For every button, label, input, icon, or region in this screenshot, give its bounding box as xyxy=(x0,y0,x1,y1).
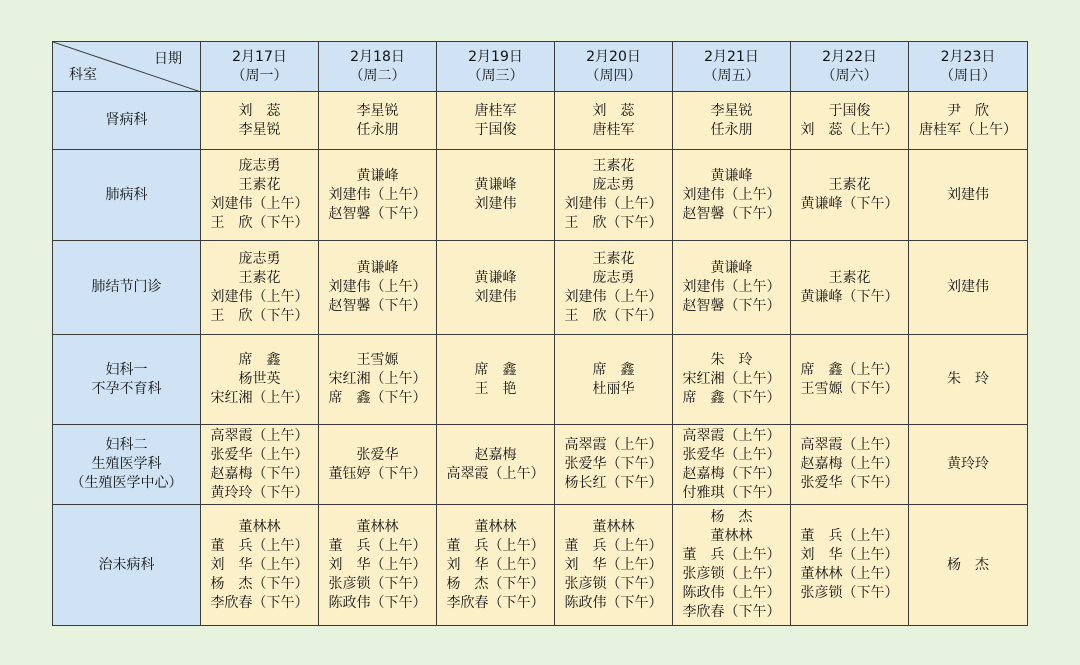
doctor-entry: 刘建伟（上午） xyxy=(210,196,309,212)
doctor-entry: 任永朋 xyxy=(710,121,753,138)
doctor-entry: 朱 玲 xyxy=(710,352,753,368)
doctor-entry: 王素花 xyxy=(592,158,635,174)
doctor-entry: 陈政伟（下午） xyxy=(328,594,427,611)
doctor-entry: 刘建伟 xyxy=(474,288,517,305)
doctor-entry: 刘 蕊（上午） xyxy=(800,121,899,138)
doctor-entry: 张爱华（上午） xyxy=(210,446,309,463)
doctor-entry: 黄谦峰 xyxy=(474,269,517,286)
doctor-entry: 董林林 xyxy=(592,518,635,535)
doctor-entry: 赵智馨（下午） xyxy=(682,298,781,314)
doctor-entry: 董林林 xyxy=(238,518,281,535)
day-header xyxy=(555,42,673,92)
doctor-entry: 黄谦峰 xyxy=(710,260,753,276)
duty-cell xyxy=(909,335,1028,425)
doctor-entry: 赵嘉梅（下午） xyxy=(210,465,309,482)
doctor-entry: 董林林 xyxy=(474,518,517,535)
doctor-entry: 刘 华（上午） xyxy=(800,547,899,563)
doctor-entry: 庞志勇 xyxy=(592,269,635,286)
doctor-entry: 宋红湘（上午） xyxy=(328,371,427,387)
doctor-entry: 刘 蕊 xyxy=(238,102,281,119)
doctor-entry: 王 欣（下午） xyxy=(564,307,663,324)
doctor-entry: 刘 蕊 xyxy=(592,102,635,119)
doctor-entry: 刘建伟 xyxy=(947,186,989,203)
duty-cell xyxy=(673,425,791,505)
day-date: 2月20日 xyxy=(586,48,641,65)
doctor-entry: 杨长红（下午） xyxy=(564,475,663,491)
dept-name: 肺病科 xyxy=(105,186,148,203)
duty-cell xyxy=(673,92,791,150)
doctor-entry: 王 欣（下午） xyxy=(564,215,663,231)
doctor-entry: 刘建伟（上午） xyxy=(564,196,663,212)
day-date: 2月18日 xyxy=(350,48,405,65)
doctor-entry: 王素花 xyxy=(592,250,635,267)
dept-name: 肾病科 xyxy=(105,112,148,128)
dept-name: 妇科二 xyxy=(105,437,148,453)
doctor-entry: 张爱华（下午） xyxy=(800,475,899,491)
dept-cell xyxy=(53,150,201,241)
doctor-entry: 高翠霞（上午） xyxy=(446,465,545,482)
doctor-entry: 赵智馨（下午） xyxy=(328,205,427,222)
day-weekday: （周六） xyxy=(821,67,878,84)
duty-cell xyxy=(555,150,673,241)
doctor-entry: 庞志勇 xyxy=(592,177,635,193)
duty-cell xyxy=(909,425,1028,505)
doctor-entry: 王素花 xyxy=(238,177,281,193)
doctor-entry: 张彦锁（下午） xyxy=(564,575,663,592)
duty-cell xyxy=(791,335,909,425)
doctor-entry: 张爱华（上午） xyxy=(682,446,781,463)
day-weekday: （周二） xyxy=(349,67,406,84)
duty-cell xyxy=(673,335,791,425)
duty-cell xyxy=(437,425,555,505)
duty-cell xyxy=(791,241,909,335)
duty-cell xyxy=(437,150,555,241)
dept-name: （生殖医学中心） xyxy=(70,475,183,491)
table-row xyxy=(53,505,1028,626)
duty-cell xyxy=(909,241,1028,335)
doctor-entry: 张彦锁（上午） xyxy=(682,566,781,582)
doctor-entry: 王 艳 xyxy=(474,380,517,397)
dept-cell xyxy=(53,505,201,626)
table-row xyxy=(53,425,1028,505)
duty-cell xyxy=(319,150,437,241)
duty-schedule-table xyxy=(52,41,1028,626)
doctor-entry: 刘 华（上午） xyxy=(446,556,545,573)
doctor-entry: 刘 华（上午） xyxy=(564,556,663,573)
doctor-entry: 于国俊 xyxy=(828,102,871,119)
dept-cell xyxy=(53,92,201,150)
duty-cell xyxy=(909,150,1028,241)
doctor-entry: 刘 华（上午） xyxy=(328,556,427,573)
duty-cell xyxy=(319,241,437,335)
day-header xyxy=(437,42,555,92)
doctor-entry: 董林林 xyxy=(356,518,399,535)
doctor-entry: 黄玲玲（下午） xyxy=(210,484,309,501)
doctor-entry: 黄谦峰 xyxy=(356,167,399,184)
doctor-entry: 朱 玲 xyxy=(947,371,989,387)
day-date: 2月17日 xyxy=(232,48,287,65)
doctor-entry: 唐桂军 xyxy=(474,102,517,119)
doctor-entry: 赵嘉梅（上午） xyxy=(800,456,899,472)
table-row xyxy=(53,150,1028,241)
doctor-entry: 刘建伟 xyxy=(947,279,989,295)
doctor-entry: 高翠霞（上午） xyxy=(800,437,899,453)
doctor-entry: 张爱华（下午） xyxy=(564,456,663,472)
dept-cell xyxy=(53,241,201,335)
doctor-entry: 高翠霞（上午） xyxy=(210,427,309,444)
doctor-entry: 王 欣（下午） xyxy=(210,215,309,231)
corner-cell xyxy=(53,42,201,92)
day-header xyxy=(909,42,1028,92)
day-date: 2月22日 xyxy=(822,48,877,65)
doctor-entry: 任永朋 xyxy=(356,121,399,138)
duty-cell xyxy=(791,425,909,505)
header-row xyxy=(53,42,1028,92)
doctor-entry: 黄玲玲 xyxy=(947,456,989,472)
doctor-entry: 庞志勇 xyxy=(238,158,281,174)
duty-cell xyxy=(201,505,319,626)
doctor-entry: 陈政伟（下午） xyxy=(564,594,663,611)
dept-name: 不孕不育科 xyxy=(91,380,162,397)
doctor-entry: 董 兵（上午） xyxy=(328,537,427,554)
doctor-entry: 王雪嫄 xyxy=(356,352,399,368)
day-date: 2月19日 xyxy=(468,48,523,65)
duty-cell xyxy=(555,335,673,425)
doctor-entry: 刘建伟（上午） xyxy=(682,279,781,295)
doctor-entry: 唐桂军 xyxy=(592,121,635,138)
doctor-entry: 王素花 xyxy=(828,177,871,193)
doctor-entry: 尹 欣 xyxy=(947,102,989,119)
corner-date-label: 日期 xyxy=(154,51,182,67)
duty-cell xyxy=(437,335,555,425)
day-header xyxy=(673,42,791,92)
doctor-entry: 刘建伟 xyxy=(474,196,517,212)
doctor-entry: 赵智馨（下午） xyxy=(328,298,427,314)
day-weekday: （周日） xyxy=(940,67,996,84)
table-row xyxy=(53,335,1028,425)
doctor-entry: 李欣春（下午） xyxy=(682,604,781,620)
doctor-entry: 董 兵（上午） xyxy=(446,537,545,554)
doctor-entry: 杨 杰 xyxy=(947,556,989,573)
duty-cell xyxy=(319,92,437,150)
doctor-entry: 董林林（上午） xyxy=(800,566,899,582)
day-weekday: （周五） xyxy=(703,67,760,84)
doctor-entry: 董 兵（上午） xyxy=(210,537,309,554)
dept-name: 妇科一 xyxy=(105,361,148,378)
duty-cell xyxy=(201,241,319,335)
doctor-entry: 王素花 xyxy=(828,269,871,286)
doctor-entry: 李星锐 xyxy=(356,102,399,119)
duty-cell xyxy=(555,92,673,150)
day-header xyxy=(791,42,909,92)
doctor-entry: 黄谦峰 xyxy=(356,260,399,276)
doctor-entry: 张爱华 xyxy=(356,446,399,463)
duty-cell xyxy=(673,150,791,241)
doctor-entry: 李星锐 xyxy=(238,121,281,138)
doctor-entry: 刘 华（上午） xyxy=(210,556,309,573)
doctor-entry: 杨 杰（下午） xyxy=(446,575,545,592)
doctor-entry: 黄谦峰 xyxy=(710,167,753,184)
doctor-entry: 王素花 xyxy=(238,269,281,286)
doctor-entry: 李欣春（下午） xyxy=(446,594,545,611)
duty-cell xyxy=(555,505,673,626)
doctor-entry: 董林林 xyxy=(710,528,753,544)
doctor-entry: 席 鑫 xyxy=(474,361,517,378)
duty-cell xyxy=(555,425,673,505)
duty-cell xyxy=(201,150,319,241)
doctor-entry: 李星锐 xyxy=(710,102,753,119)
doctor-entry: 董 兵（上午） xyxy=(800,528,899,544)
doctor-entry: 唐桂军（上午） xyxy=(919,121,1017,138)
day-header xyxy=(319,42,437,92)
doctor-entry: 黄谦峰 xyxy=(474,177,517,193)
doctor-entry: 杨 杰（下午） xyxy=(210,575,309,592)
doctor-entry: 董 兵（上午） xyxy=(682,547,781,563)
doctor-entry: 王 欣（下午） xyxy=(210,307,309,324)
doctor-entry: 刘建伟（上午） xyxy=(564,288,663,305)
duty-cell xyxy=(909,92,1028,150)
corner-dept-label: 科室 xyxy=(69,67,97,83)
duty-cell xyxy=(319,505,437,626)
doctor-entry: 杨 杰 xyxy=(710,509,753,525)
doctor-entry: 杨世英 xyxy=(238,371,281,387)
doctor-entry: 赵嘉梅 xyxy=(474,446,517,463)
doctor-entry: 于国俊 xyxy=(474,121,517,138)
duty-cell xyxy=(201,425,319,505)
doctor-entry: 赵智馨（下午） xyxy=(682,205,781,222)
duty-cell xyxy=(555,241,673,335)
doctor-entry: 赵嘉梅（下午） xyxy=(682,465,781,482)
dept-name: 治未病科 xyxy=(98,556,155,573)
duty-cell xyxy=(673,241,791,335)
table-row xyxy=(53,241,1028,335)
duty-cell xyxy=(791,505,909,626)
duty-cell xyxy=(909,505,1028,626)
dept-name: 生殖医学科 xyxy=(91,456,162,472)
doctor-entry: 宋红湘（上午） xyxy=(682,371,781,387)
duty-cell xyxy=(437,241,555,335)
duty-cell xyxy=(319,335,437,425)
doctor-entry: 刘建伟（上午） xyxy=(328,186,427,203)
doctor-entry: 张彦锁（下午） xyxy=(800,585,899,601)
dept-name: 肺结节门诊 xyxy=(91,279,162,295)
schedule-body xyxy=(53,92,1028,626)
doctor-entry: 席 鑫（下午） xyxy=(682,390,781,406)
duty-cell xyxy=(437,92,555,150)
doctor-entry: 王雪嫄（下午） xyxy=(800,380,899,397)
table-row xyxy=(53,92,1028,150)
doctor-entry: 席 鑫（下午） xyxy=(328,390,427,406)
doctor-entry: 席 鑫 xyxy=(592,361,635,378)
doctor-entry: 付雅琪（下午） xyxy=(682,484,781,501)
duty-cell xyxy=(437,505,555,626)
dept-cell xyxy=(53,335,201,425)
duty-cell xyxy=(791,150,909,241)
day-header xyxy=(201,42,319,92)
doctor-entry: 刘建伟（上午） xyxy=(210,288,309,305)
doctor-entry: 陈政伟（上午） xyxy=(682,585,781,601)
doctor-entry: 黄谦峰（下午） xyxy=(800,288,899,305)
duty-cell xyxy=(201,335,319,425)
doctor-entry: 席 鑫 xyxy=(238,352,281,368)
doctor-entry: 高翠霞（上午） xyxy=(682,427,781,444)
schedule-table-wrapper xyxy=(52,41,1027,626)
doctor-entry: 杜丽华 xyxy=(592,380,635,397)
doctor-entry: 刘建伟（上午） xyxy=(328,279,427,295)
doctor-entry: 宋红湘（上午） xyxy=(210,390,309,406)
doctor-entry: 董 兵（上午） xyxy=(564,537,663,554)
doctor-entry: 李欣春（下午） xyxy=(210,594,309,611)
duty-cell xyxy=(201,92,319,150)
day-weekday: （周一） xyxy=(231,67,288,84)
doctor-entry: 庞志勇 xyxy=(238,250,281,267)
duty-cell xyxy=(319,425,437,505)
duty-cell xyxy=(673,505,791,626)
doctor-entry: 董钰婷（下午） xyxy=(328,465,427,482)
doctor-entry: 席 鑫（上午） xyxy=(800,361,899,378)
day-date: 2月23日 xyxy=(940,48,996,65)
doctor-entry: 高翠霞（上午） xyxy=(564,437,663,453)
doctor-entry: 张彦锁（下午） xyxy=(328,575,427,592)
day-date: 2月21日 xyxy=(704,48,759,65)
doctor-entry: 黄谦峰（下午） xyxy=(800,196,899,212)
doctor-entry: 刘建伟（上午） xyxy=(682,186,781,203)
day-weekday: （周三） xyxy=(467,67,524,84)
duty-cell xyxy=(791,92,909,150)
day-weekday: （周四） xyxy=(585,67,642,84)
dept-cell xyxy=(53,425,201,505)
